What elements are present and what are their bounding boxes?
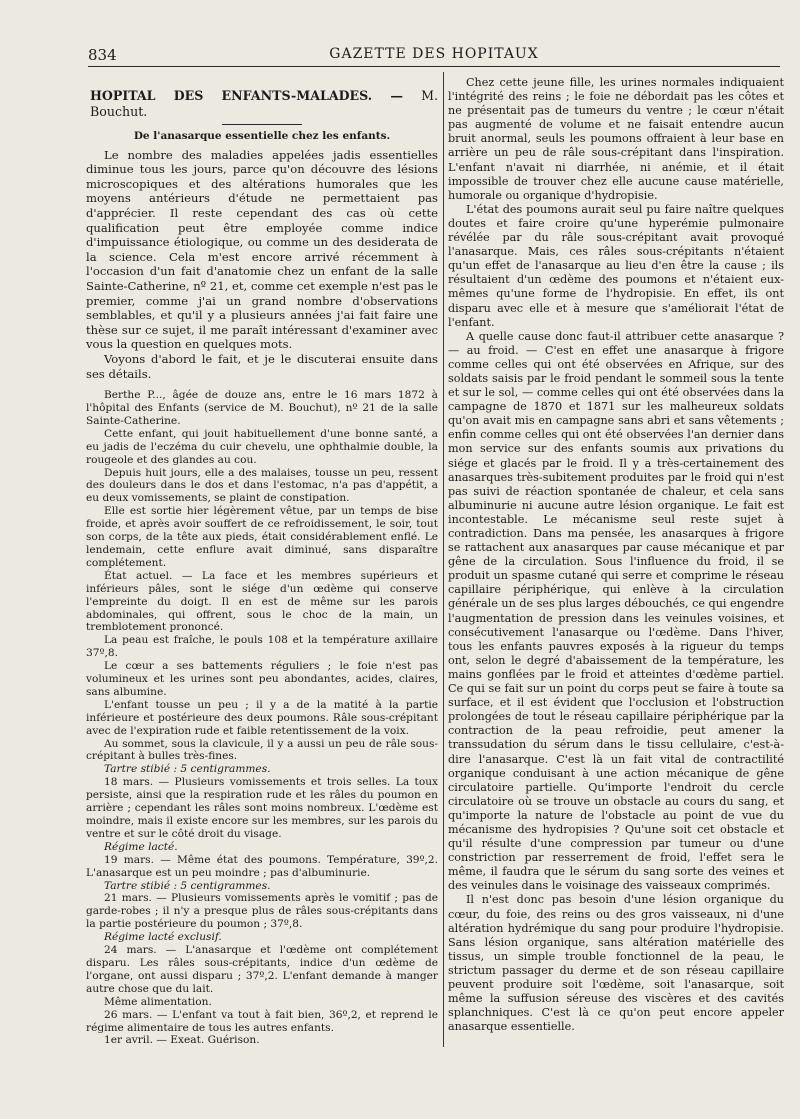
treatment-note: Tartre stibié : 5 centigrammes. bbox=[104, 879, 271, 892]
case-paragraph: 1er avril. — Exeat. Guérison. bbox=[104, 1034, 260, 1047]
discussion-paragraph: L'état des poumons aurait seul pu faire naître quelques doutes et faire croire qu'une hyperémie pulmonaire révélée par du râle sous-crépitant avait provoqué l'anasarque. Mais, ces râles sous-crépitants n'étaient qu'un effet de l'anasarque au lieu d'en être la cause ; ils résultaient d'un œdème des poumons et n'étaient eux-mêmes qu'une forme de l'hydropisie. En effet, ils ont disparu avec elle et à mesure que s'améliorait l'état de l'enfant. bbox=[448, 202, 784, 329]
header-rule bbox=[88, 66, 780, 67]
title-rule bbox=[222, 124, 302, 125]
case-paragraph: 19 mars. — Même état des poumons. Température, 39º,2. L'anasarque est un peu moindre ; pas d'albuminurie. bbox=[86, 853, 438, 879]
section-gap bbox=[86, 381, 438, 389]
left-column bbox=[86, 76, 438, 1047]
case-paragraph: Le cœur a ses battements réguliers ; le foie n'est pas volumineux et les urines sont peu abondantes, acides, claires, sans albumine. bbox=[86, 660, 438, 698]
discussion-paragraph: Il n'est donc pas besoin d'une lésion organique du cœur, du foie, des reins ou des gros vaisseaux, ni d'une altération hydrémique du sang pour produire l'hydropisie. Sans lésion organique, sans altération matérielle des tissus, un simple trouble fonctionnel de la peau, le strictum passager du derme et de son réseau capillaire peuvent produire soit l'œdème, soit l'anasarque, soit même la suffusion séreuse des viscères et des cavités splanchniques. C'est là ce qu'on peut encore appeler anasarque essentielle. bbox=[448, 893, 784, 1034]
case-paragraph: 18 mars. — Plusieurs vomissements et trois selles. La toux persiste, ainsi que la respiration rude et les râles du poumon en arrière ; cependant les râles sont moins nombreux. L'œdème est moindre, mais il existe encore sur les membres, sur les parois du ventre et sur le côté droit du visage. bbox=[86, 776, 438, 840]
section-title bbox=[90, 88, 438, 120]
case-paragraph: La peau est fraîche, le pouls 108 et la température axillaire 37º,8. bbox=[86, 634, 438, 660]
case-report bbox=[86, 389, 438, 1047]
treatment-note: Régime lacté. bbox=[104, 840, 178, 853]
section-author: M. Bouchut. bbox=[90, 88, 439, 119]
case-paragraph: 21 mars. — Plusieurs vomissements après le vomitif ; pas de garde-robes ; il n'y a presque plus de râles sous-crépitants dans la partie postérieure du poumon ; 37º,8. bbox=[86, 892, 438, 931]
case-paragraph: Berthe P..., âgée de douze ans, entre le 16 mars 1872 à l'hôpital des Enfants (service de M. Bouchut), nº 21 de la salle Sainte-Catherine. bbox=[86, 389, 438, 427]
intro-paragraph: Le nombre des maladies appelées jadis essentielles diminue tous les jours, parce qu'on découvre des lésions microscopiques et des altérations humorales que les moyens antérieurs d'étude ne permettaient pas d'apprécier. Il reste cependant des cas où cette qualification peut être employée comme indice d'impuissance étiologique, ou comme un des desiderata de la science. Cela m'est encore arrivé récemment à l'occasion d'un fait d'anatomie chez un enfant de la salle Sainte-Catherine, nº 21, et, comme cet exemple n'est pas le premier, comme j'ai un grand nombre d'observations semblables, et qu'il y a plusieurs années j'ai fait faire une thèse sur ce sujet, il me paraît intéressant d'examiner avec vous la question en quelques mots. bbox=[86, 147, 438, 352]
discussion-paragraph: Chez cette jeune fille, les urines normales indiquaient l'intégrité des reins ; le foie ne débordait pas les côtes et ne présentait pas de tumeurs du ventre ; le cœur n'était pas augmenté de volume et ne faisait entendre aucun bruit anormal, seuls les poumons offraient à leur base en arrière un peu de râle sous-crépitant dans l'inspiration. L'enfant n'avait ni diarrhée, ni anémie, et il était impossible de trouver chez elle aucune cause matérielle, humorale ou organique d'hydropisie. bbox=[448, 76, 784, 202]
section-heading: HOPITAL DES ENFANTS-MALADES. — bbox=[90, 88, 403, 103]
column-divider bbox=[443, 72, 444, 1047]
discussion-paragraph: A quelle cause donc faut-il attribuer cette anasarque ? — au froid. — C'est en effet une anasarque à frigore comme celles qui ont été observées en Afrique, sur des soldats saisis par le froid pendant le sommeil sous la tente et sur le sol, — comme celles qui ont été observées dans la campagne de 1870 et 1871 sur les malheureux soldats qu'on avait mis en campagne sans abri et sans vêtements ; enfin comme celles qui ont été observées l'an dernier dans mon service sur des enfants soumis aux privations du siége et glacés par le froid. Il y a très-certainement des anasarques très-subitement produites par le froid qui n'est pas suivi de réaction spontanée de chaleur, et cela sans albuminurie ni aucune autre lésion organique. Le fait est incontestable. Le mécanisme seul reste sujet à contradiction. Dans ma pensée, les anasarques à frigore se rattachent aux anasarques par cause mécanique et par gêne de la circulation. Sous l'influence du froid, il se produit un spasme cutané qui serre et comprime le réseau capillaire périphérique, qui enlève à la circulation générale un de ses plus larges débouchés, ce qui engendre l'augmentation de pression dans les veinules voisines, et consécutivement l'anasarque ou l'œdème. Dans l'hiver, tous les enfants pauvres exposés à la rigueur du temps ont, selon le degré d'abaissement de la température, les mains gonflées par le froid et atteintes d'œdème partiel. Ce qui se fait sur un point du corps peut se faire à toute sa surface, et il est évident que l'occlusion et l'obstruction prolongées de tout le réseau capillaire périphérique par la contraction de la peau refroidie, peut amener la transsudation du sérum dans le tissu cellulaire, c'est-à-dire l'anasarque. C'est là un fait vital de contractilité organique conduisant à une action mécanique de gêne circulatoire partielle. Qu'importe l'endroit du cercle circulatoire où se trouve un obstacle au cours du sang, et qu'importe la nature de l'obstacle au point de vue du mécanisme des hydropisies ? Qu'une soit cet obstacle et qu'il résulte d'une compression par tumeur ou d'une constriction par resserrement de froid, l'effet sera le même, il faudra que le sérum du sang sorte des veines et des veinules dans le voisinage des vaisseaux comprimés. bbox=[448, 329, 784, 893]
case-paragraph: Cette enfant, qui jouit habituellement d'une bonne santé, a eu jadis de l'eczéma du cuir chevelu, une ophthalmie double, la rougeole et des glandes au cou. bbox=[86, 427, 438, 466]
case-paragraph: 26 mars. — L'enfant va tout à fait bien, 36º,2, et reprend le régime alimentaire de tous les autres enfants. bbox=[86, 1008, 438, 1034]
case-paragraph: Elle est sortie hier légèrement vêtue, par un temps de bise froide, et après avoir souffert de ce refroidissement, le soir, tout son corps, de la tête aux pieds, était considérablement enflé. Le lendemain, cette enflure avait diminué, sans disparaître complétement. bbox=[86, 505, 438, 569]
case-paragraph: Au sommet, sous la clavicule, il y a aussi un peu de râle sous-crépitant à bulles très-fines. bbox=[86, 737, 438, 763]
case-paragraph: 24 mars. — L'anasarque et l'œdème ont complétement disparu. Les râles sous-crépitants, indice d'un œdème de l'organe, ont aussi disparu ; 37º,2. L'enfant demande à manger autre chose que du lait. bbox=[86, 944, 438, 995]
treatment-note: Régime lacté exclusif. bbox=[104, 931, 222, 944]
case-paragraph: Depuis huit jours, elle a des malaises, tousse un peu, ressent des douleurs dans le dos et dans l'estomac, n'a pas d'appétit, a eu deux vomissements, se plaint de constipation. bbox=[86, 466, 438, 505]
treatment-note: Tartre stibié : 5 centigrammes. bbox=[104, 763, 271, 776]
case-paragraph: L'enfant tousse un peu ; il y a de la matité à la partie inférieure et postérieure des deux poumons. Râle sous-crépitant avec de l'expiration rude et faible retentissement de la voix. bbox=[86, 698, 438, 737]
page-header bbox=[88, 44, 780, 68]
case-paragraph: État actuel. — La face et les membres supérieurs et inférieurs pâles, sont le siége d'un œdème qui conserve l'empreinte du doigt. Il en est de même sur les parois abdominales, qui offrent, sous le choc de la main, un tremblotement prononcé. bbox=[86, 569, 438, 634]
intro-paragraph: Voyons d'abord le fait, et je le discuterai ensuite dans ses détails. bbox=[86, 351, 438, 381]
journal-title: GAZETTE DES HOPITAUX bbox=[329, 46, 539, 62]
right-column bbox=[448, 76, 784, 1034]
article-subtitle: De l'anasarque essentielle chez les enfants. bbox=[133, 130, 391, 142]
case-paragraph: Même alimentation. bbox=[104, 995, 212, 1008]
page-number: 834 bbox=[88, 46, 117, 64]
